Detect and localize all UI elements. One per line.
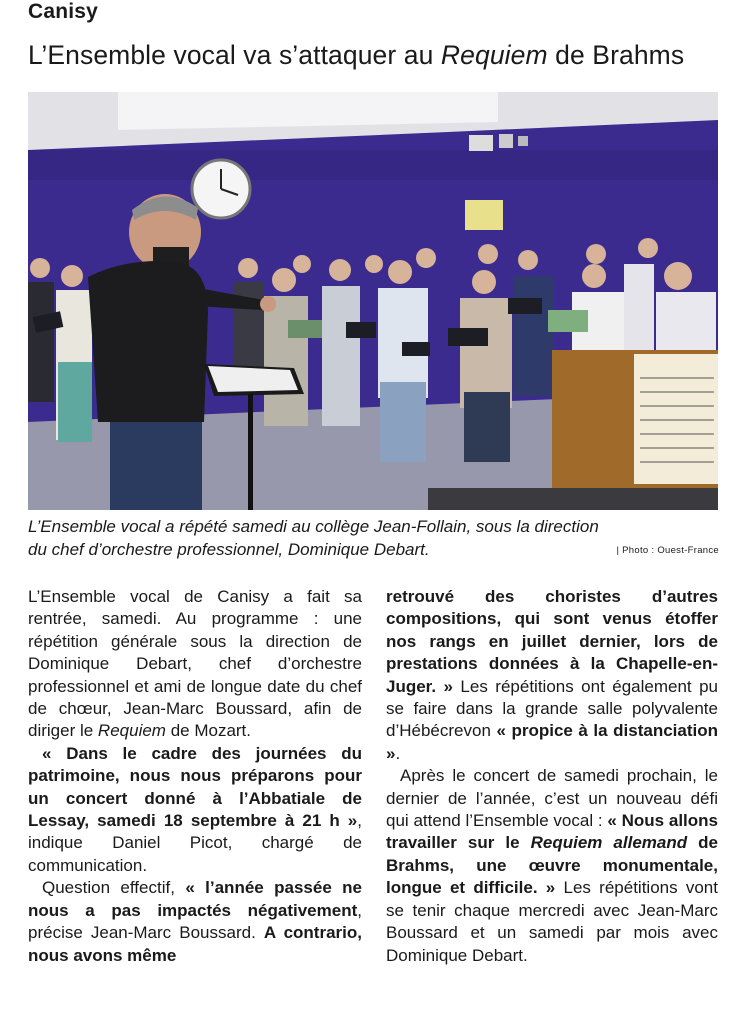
paragraph-3-end: . — [395, 743, 401, 763]
paragraph-2 — [28, 743, 362, 877]
section-kicker: Canisy — [28, 0, 99, 23]
paragraph-3-quote-2-start: A contrario, nous avons même — [28, 923, 362, 965]
paragraph-1-end: de Mozart. — [165, 721, 252, 741]
paragraph-4-quote-1: « Nous allons travailler sur le — [386, 811, 718, 853]
caption-line-2: du chef d’orchestre professionnel, Dominique Debart. — [28, 540, 430, 559]
headline-text-italic: Requiem — [440, 40, 548, 70]
article-column-2 — [386, 586, 718, 967]
paragraph-3-text-b: , précise Jean-Marc Boussard. — [28, 900, 362, 943]
paragraph-3 — [28, 877, 362, 967]
paragraph-4-text-b: Les répétitions vont se tenir chaque mercredi avec Jean-Marc Boussard et un samedi par mois avec Dominique Debart. — [386, 878, 718, 965]
paragraph-3-quote-1: « l’année passée ne nous a pas impactés négativement — [28, 878, 362, 920]
paragraph-1 — [28, 586, 362, 743]
paragraph-3-text-a: Question effectif, — [42, 878, 186, 898]
paragraph-2-text: , indique Daniel Picot, chargé de communication. — [28, 811, 362, 875]
paragraph-1-italic-title: Requiem — [97, 721, 166, 741]
paragraph-3-text-c: Les répétitions ont également pu se faire dans la grande salle polyvalente d’Hébécrevon — [386, 676, 718, 741]
article-headline — [28, 40, 684, 71]
paragraph-3-continued — [386, 586, 718, 765]
choir-rehearsal-photo — [28, 92, 718, 510]
wall-clock-icon — [192, 160, 250, 218]
caption-line-1: L’Ensemble vocal a répété samedi au collège Jean-Follain, sous la direction — [28, 517, 599, 536]
paragraph-4-text-a: Après le concert de samedi prochain, le dernier de l’année, c’est un nouveau défi qui attend l’Ensemble vocal : — [386, 766, 718, 831]
paragraph-4 — [386, 765, 718, 967]
paragraph-2-quote: « Dans le cadre des journées du patrimoine, nous nous préparons pour un concert donné à l’Abbatiale de Lessay, samedi 18 septembre à 21 h » — [28, 743, 362, 831]
headline-text-post: de Brahms — [547, 40, 685, 70]
paragraph-4-italic-title: Requiem allemand — [530, 833, 688, 853]
paragraph-3-quote-2-cont: retrouvé des choristes d’autres compositions, qui sont venus étoffer nos rangs en juillet dernier, lors de prestations données à la Chapelle-en-Juger. » — [386, 587, 718, 696]
photo-illustration — [28, 92, 718, 510]
article-column-1 — [28, 586, 362, 967]
paragraph-3-quote-3: « propice à la distanciation » — [386, 721, 718, 763]
paragraph-1-text: L’Ensemble vocal de Canisy a fait sa rentrée, samedi. Au programme : une répétition générale sous la direction de Dominique Debart, chef d’orchestre professionnel et ami de longue date du chef de chœur, Jean-Marc Boussard, afin de diriger le — [28, 587, 362, 741]
photo-credit: | Photo : Ouest-France — [616, 545, 719, 556]
headline-text-pre: L’Ensemble vocal va s’attaquer au — [28, 40, 441, 70]
paragraph-4-quote-2: de Brahms, une œuvre monumentale, longue et difficile. » — [386, 833, 719, 898]
